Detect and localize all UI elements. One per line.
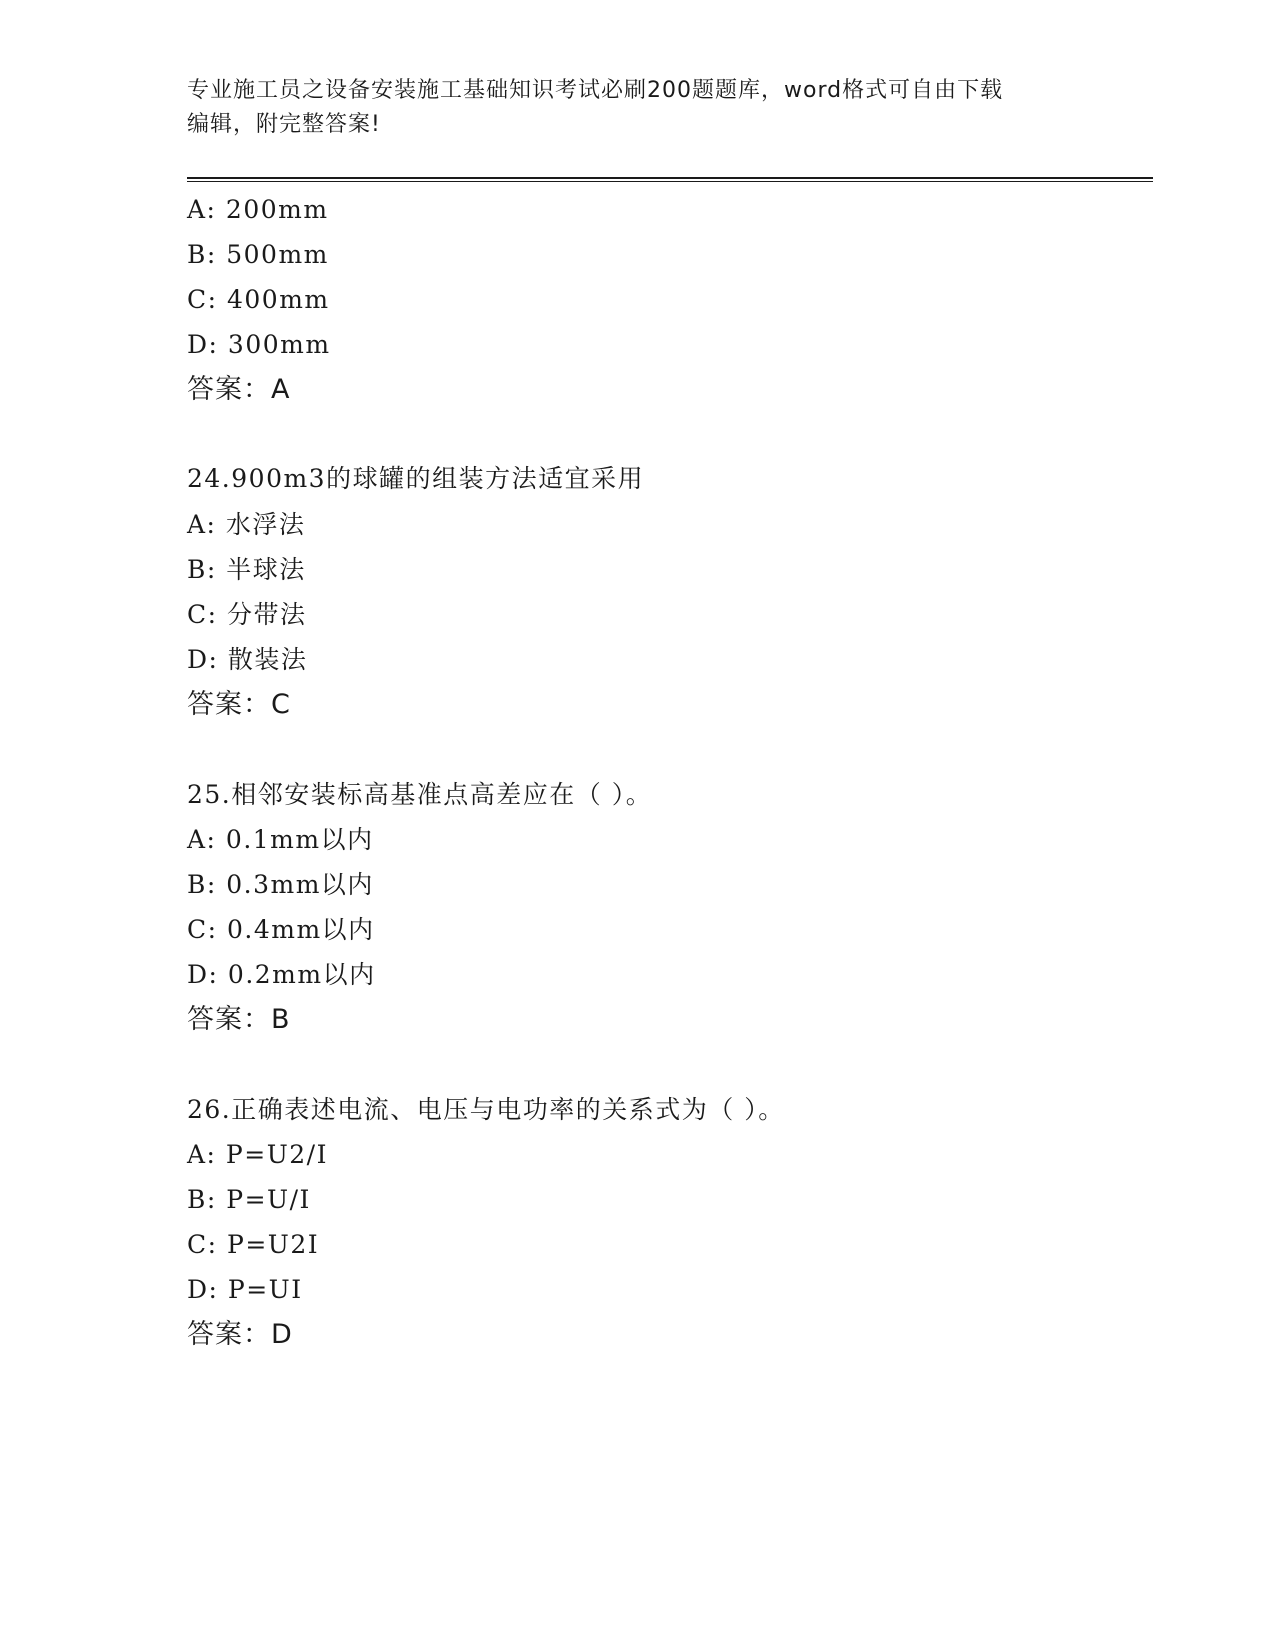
q24-answer: 答案：C xyxy=(187,689,291,720)
q23-answer: 答案：A xyxy=(187,374,291,405)
q26-option-b: B: P=U/I xyxy=(187,1185,311,1214)
q26-question: 26.正确表述电流、电压与电功率的关系式为（ ）。 xyxy=(187,1095,785,1124)
q25-question: 25.相邻安装标高基准点高差应在（ ）。 xyxy=(187,780,653,809)
document-header xyxy=(187,74,1087,142)
q26-option-c: C: P=U2I xyxy=(187,1230,320,1259)
header-divider xyxy=(187,177,1153,182)
q24-option-c: C: 分带法 xyxy=(187,600,307,629)
q26-option-d: D: P=UI xyxy=(187,1275,303,1304)
q25-option-a: A: 0.1mm以内 xyxy=(187,825,374,854)
q25-option-c: C: 0.4mm以内 xyxy=(187,915,375,944)
header-title-line-1: 专业施工员之设备安装施工基础知识考试必刷200题题库，word格式可自由下载 xyxy=(187,78,1004,103)
q26-option-a: A: P=U2/I xyxy=(187,1140,328,1169)
header-title-line-2: 编辑，附完整答案! xyxy=(187,112,381,137)
q24-option-d: D: 散装法 xyxy=(187,645,308,674)
q24-option-a: A: 水浮法 xyxy=(187,510,306,539)
q25-option-d: D: 0.2mm以内 xyxy=(187,960,376,989)
q23-option-c: C: 400mm xyxy=(187,285,330,314)
q24-question: 24.900m3的球罐的组装方法适宜采用 xyxy=(187,464,645,493)
q25-answer: 答案：B xyxy=(187,1004,291,1035)
q26-answer: 答案：D xyxy=(187,1319,293,1350)
q23-option-d: D: 300mm xyxy=(187,330,331,359)
q25-option-b: B: 0.3mm以内 xyxy=(187,870,374,899)
q23-option-b: B: 500mm xyxy=(187,240,329,269)
q24-option-b: B: 半球法 xyxy=(187,555,306,584)
q23-option-a: A: 200mm xyxy=(187,195,329,224)
